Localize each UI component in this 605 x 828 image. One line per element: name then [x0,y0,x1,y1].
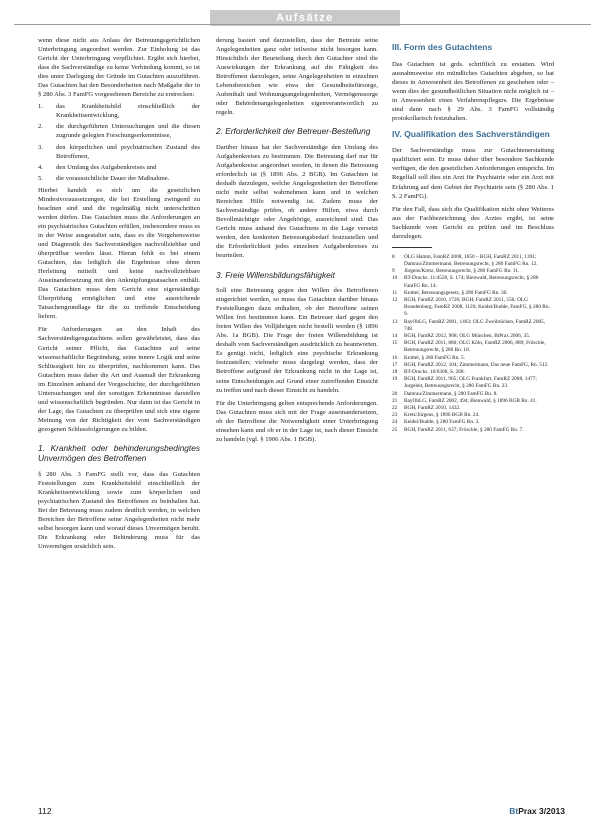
footnote-number: 15 [392,340,398,347]
journal-issue: Prax 3/2013 [518,806,565,816]
paragraph: Für die Unterbringung gelten entsprechende Anforderungen. Das Gutachten muss sich mit der Frage auseinandersetzen, ob der Betroffene die Notwendigkeit einer Unterbringung einsehen kann und ob er in der Lage ist, nach dieser Einsicht zu handeln (vgl. § 1906 Abs. 1 BGB). [216,399,378,443]
footnote-number: 20 [392,390,398,397]
paragraph: § 280 Abs. 3 FamFG stellt vor, dass das Gutachten Feststellungen zum Krankheitsbild einschließlich der Krankheitsentwicklung sowie zum körperlichen und psychiatrischen Zustand des Betroffenen zu beinhalten hat. Bei der Betreuung muss zudem deutlich werden, in welchen Bereichen der Betroffene seine Angelegenheiten nicht mehr selbst besorgen kann und worauf dieses Unvermögen beruht. Die Erkrankung oder Behinderung muss für das Unvermögen ursächlich sein. [38,470,200,551]
footnote-text: BayObLG, FamRZ 2001, 1403; OLG Zweibrücken, FamRZ 2005, 748. [404,318,546,332]
list-item [38,122,200,140]
footnote-text: Knittel, § 280 FamFG Rn. 5. [404,354,465,361]
footnote-number: 21 [392,397,398,404]
footnote-number: 12 [392,297,398,304]
footnote [392,297,554,319]
paragraph: Für Anforderungen an den Inhalt des Sachverständigengutachtens sollen gewährleistet, dass das Gericht seiner Pflicht, das Gutachten auf seine wissenschaftliche Begründung, seine innere Logik und seine Schlüssigkeit hin zu überprüfen, nachkommen kann. Das Gutachten muss daher die Art und Ausmaß der Erkrankung im Einzelnen anhand der Vorgeschichte, der durchgeführten Untersuchungen und der sonstigen Erkenntnisse darstellen und wissenschaftlich begründen. Nur dann ist das Gericht in der Lage, das Gutachten zu überprüfen und sich eine eigene Meinung von der Richtigkeit der vom Sachverständigen gezogenen Schlussfolgerungen zu bilden. [38,326,200,433]
section-title: Aufsätze [276,12,334,24]
footnote [392,333,554,340]
list-number: 1. [38,103,43,111]
column-right [392,36,554,434]
footnote-number: 25 [392,426,398,433]
paragraph: Soll eine Betreuung gegen den Willen des Betroffenen eingerichtet werden, so muss das Gutachten darüber hinaus Feststellungen dazu enthalten, ob der Betroffene seinen Willen frei bestimmen kann. Ein Betreuer darf gegen den freien Willen des Volljährigen nicht bestellt werden (§ 1896 Abs. 1a BGB). Die Frage der freien Willensbildung ist deshalb vom Sachverständigen ausdrücklich zu beantworten. Es genügt nicht, lediglich eine psychische Erkrankung festzustellen; vielmehr muss dargelegt werden, dass der Betroffene aufgrund der Erkrankung nicht in der Lage ist, seine Entscheidungen auf Grund einer zutreffenden Einsicht zu treffen und nach dieser Einsicht zu handeln. [216,287,378,394]
list-number: 3. [38,143,43,151]
footnote [392,412,554,419]
footnote-number: 16 [392,354,398,361]
footnote [392,319,554,333]
footnote-text: Keidel/Budde, § 280 FamFG Rn. 3. [404,419,480,426]
subsection-heading: 1. Krankheit oder behinderungsbedingtes Unvermögen des Betroffenen [38,442,200,464]
footnote-number: 22 [392,405,398,412]
footnote-number: 23 [392,412,398,419]
footnote [392,275,554,289]
footnote [392,405,554,412]
footnote-number: 13 [392,318,398,325]
footnote-text: BayObLG, FamRZ 2002, 494; Bienwald, § 1896 BGB Rn. 41. [404,397,537,404]
footnote [392,355,554,362]
journal-prefix: Bt [509,806,519,816]
footnote-number: 9 [392,268,395,275]
footnote-text: BT-Drucks. 11/4528, S. 174; Bienwald, Betreuungsrecht, § 280 FamFG Rn. 14. [404,275,539,289]
footnote-number: 8 [392,253,395,260]
list-text: den Umfang des Aufgabenkreises und [56,163,157,171]
list-text: das Krankheitsbild einschließlich der Krankheitsentwicklung, [56,103,200,120]
footnote [392,340,554,354]
footnote-text: BGH, FamRZ 2012, 968; OLG München, BtPrax 2006, 35. [404,333,531,340]
footnote [392,376,554,390]
footnote [392,419,554,426]
footnote [392,268,554,275]
section-heading: IV. Qualifikation des Sachverständigen [392,128,550,139]
footnote-text: BGH, FamRZ 2011, 880; OLG Köln, FamRZ 2006, 889; Fröschle, Betreuungsrecht, § 280 Rn. 18. [404,340,546,354]
paragraph: wenn diese nicht aus Anlass der Betreuungsgerichtlichen Unterbringung angeordnet werden. Zur Einholung ist das Gericht der Unterbringung verpflichtet. Ergibt sich hierbei, dass die Sachverständige zu keine Verbindung kommt, so ist dies unter Darlegung der Gründe im Gutachten auszuführen. Das Gutachten hat den Besonderheiten nach Maßgabe der in § 280 Abs. 3 FamFG vorgesehenen Bereiche zu erstrecken: [38,37,200,99]
footnote-number: 19 [392,376,398,383]
footnote-text: OLG Hamm, FamRZ 2008, 1650 – BGH, FamRZ 2011, 1391; Damrau/Zimmermann, Betreuungsrecht, § 280 FamFG Rn. 12. [404,253,538,267]
footnote-number: 18 [392,369,398,376]
list-item [38,174,200,183]
journal-reference [509,806,565,816]
footnote-text: BGH, FamRZ 2010, 1726; BGH, FamRZ 2011, 556; OLG Brandenburg, FamRZ 2008, 1120; Keidel/Budde, FamFG, § 280 Rn. 9. [404,297,550,318]
footnote-separator [392,247,432,248]
subsection-heading: 3. Freie Willensbildungsfähigkeit [216,269,335,280]
list-item [38,102,200,120]
paragraph: Darüber hinaus hat der Sachverständige den Umfang des Aufgabenkreises zu bestimmen. Die Betreuung darf nur für Aufgabenkreise angeordnet werden, in denen die Betreuung erforderlich ist (§ 1896 Abs. 2 BGB). Im Gutachten ist deshalb darzulegen, welche Angelegenheiten der Betroffene nicht mehr selbst wahrnehmen kann und in welchen Bereichen Hilfe notwendig ist. Zudem muss der Sachverständige prüfen, ob andere Hilfen, etwa durch Bevollmächtigte oder Angehörige, ausreichend sind. Das Gericht muss anhand des Gutachtens in die Lage versetzt werden, den konkreten Betreuungsbedarf festzustellen und die Erforderlichkeit jedes einzelnen Aufgabenkreises zu beurteilen. [216,143,378,260]
footnote [392,254,554,268]
paragraph: derung basiert und darzustellen, dass der Betreute seine Angelegenheiten ganz oder teilweise nicht besorgen kann. Hinsichtlich der Beurteilung durch den Gutachter sind die Auswirkungen der Erkrankung auf die Fähigkeit des Betroffenen darzulegen, seine Angelegenheiten in einzelnen Lebensbereichen wie etwa der Gesundheitsfürsorge, Aufenthalt und Wohnungsangelegenheiten, Vermögenssorge oder Behördenangelegenheiten eigenverantwortlich zu regeln. [216,37,378,117]
list-number: 4. [38,163,43,171]
header-rule [14,24,591,25]
paragraph: Für den Fall, dass sich die Qualifikation nicht ohne Weiteres aus der Fachbezeichnung des Arztes ergibt, ist seine Sachkunde vom Gericht zu prüfen und im Beschluss darzulegen. [392,205,554,240]
requirements-list [38,102,200,182]
list-text: die voraussichtliche Dauer der Maßnahme. [56,174,170,182]
footnote-text: BGH, FamRZ 2011, 637; Fröschle, § 280 FamFG Rn. 7. [404,426,524,433]
paragraph: Der Sachverständige muss zur Gutachtenerstattung qualifiziert sein. Er muss daher über besondere Sachkunde verfügen, die den gesetzlichen Anforderungen entspricht. Im Regelfall soll dies ein Arzt für Psychiatrie oder ein Arzt mit Erfahrung auf dem Gebiet der Psychiatrie sein (§ 280 Abs. 1 S. 2 FamFG). [392,147,554,200]
footnote-text: BT-Drucks. 16/6308, S. 268. [404,369,465,376]
footnote-number: 11 [392,289,398,296]
paragraph: Hierbei handelt es sich um die gesetzlichen Mindestvoraussetzungen, die bei Erstellung zwingend zu beachten sind und die regelmäßig nicht unterschritten werden dürfen. Das Gutachten muss die Anforderungen an ein psychiatrisches Gutachten erfüllen, insbesondere muss es in der Weise ausgestaltet sein, dass es die Vorgehensweise und Diagnostik des Sachverständigen nachvollziehbar und überprüfbar werden lässt. Hieran fehlt es bei einem Gutachten, das lediglich die Ergebnisse ohne deren Herleitung mitteilt und keine nachvollziehbare Auseinandersetzung mit den Anknüpfungstatsachen enthält. Das Gutachten muss dem Gericht eine eigenständige Überprüfung ermöglichen und eine ausreichende Tatsachengrundlage für die zu treffende Entscheidung liefern. [38,186,200,321]
footnote-text: Kretz/Jürgens, § 1896 BGB Rn. 24. [404,412,480,419]
footnote-text: BGH, FamRZ 2010, 1432. [404,405,461,412]
subsection-heading: 2. Erforderlichkeit der Betreuer-Bestellung [216,126,371,137]
footnote [392,427,554,434]
footnote-number: 10 [392,275,398,282]
footnotes [392,254,554,434]
footnote-text: Damrau/Zimmermann, § 280 FamFG Rn. 8. [404,390,498,397]
list-text: die durchgeführten Untersuchungen und die diesen zugrunde gelegten Forschungserkenntnisse, [56,123,200,140]
column-middle [216,36,378,444]
running-header [0,0,605,28]
footnote-number: 14 [392,333,398,340]
list-number: 5. [38,174,43,182]
paragraph: Das Gutachten ist grds. schriftlich zu erstatten. Wird ausnahmsweise ein mündliches Gutachten abgeben, so hat dieses in Anwesenheit des Betroffenen zu geschehen oder – wenn dies der gesundheitlichen Situation nicht möglich ist – in Anwesenheit eines Verfahrenspflegers. Die Ergebnisse sind dann nach § 29 Abs. 3 FamFG vollständig protokollarisch festzuhalten. [392,60,554,122]
footnote-text: BGH, FamRZ 2012, 104; Zimmermann, Das neue FamFG, Rn. 512. [404,361,549,368]
list-item [38,143,200,161]
footnote-number: 17 [392,361,398,368]
footnote-text: BGH, FamRZ 2011, 965; OLG Frankfurt, FamRZ 2008, 1477; Jurgeleit, Betreuungsrecht, § 280 FamFG Rn. 23. [404,376,537,390]
section-heading: III. Form des Gutachtens [392,42,493,52]
list-item [38,163,200,172]
column-left [38,36,200,551]
footnote [392,362,554,369]
page-number: 112 [38,806,52,816]
footnote [392,391,554,398]
list-text: den körperlichen und psychiatrischen Zustand des Betroffenen, [56,143,200,160]
footnote-number: 24 [392,419,398,426]
footnote [392,290,554,297]
list-number: 2. [38,123,43,131]
footnote-text: Knittel, Betreuungsgesetz, § 280 FamFG Rn. 36. [404,289,508,296]
footnote-text: Jürgens/Kretz, Betreuungsrecht, § 280 FamFG Rn. 11. [404,268,520,275]
footnote [392,398,554,405]
